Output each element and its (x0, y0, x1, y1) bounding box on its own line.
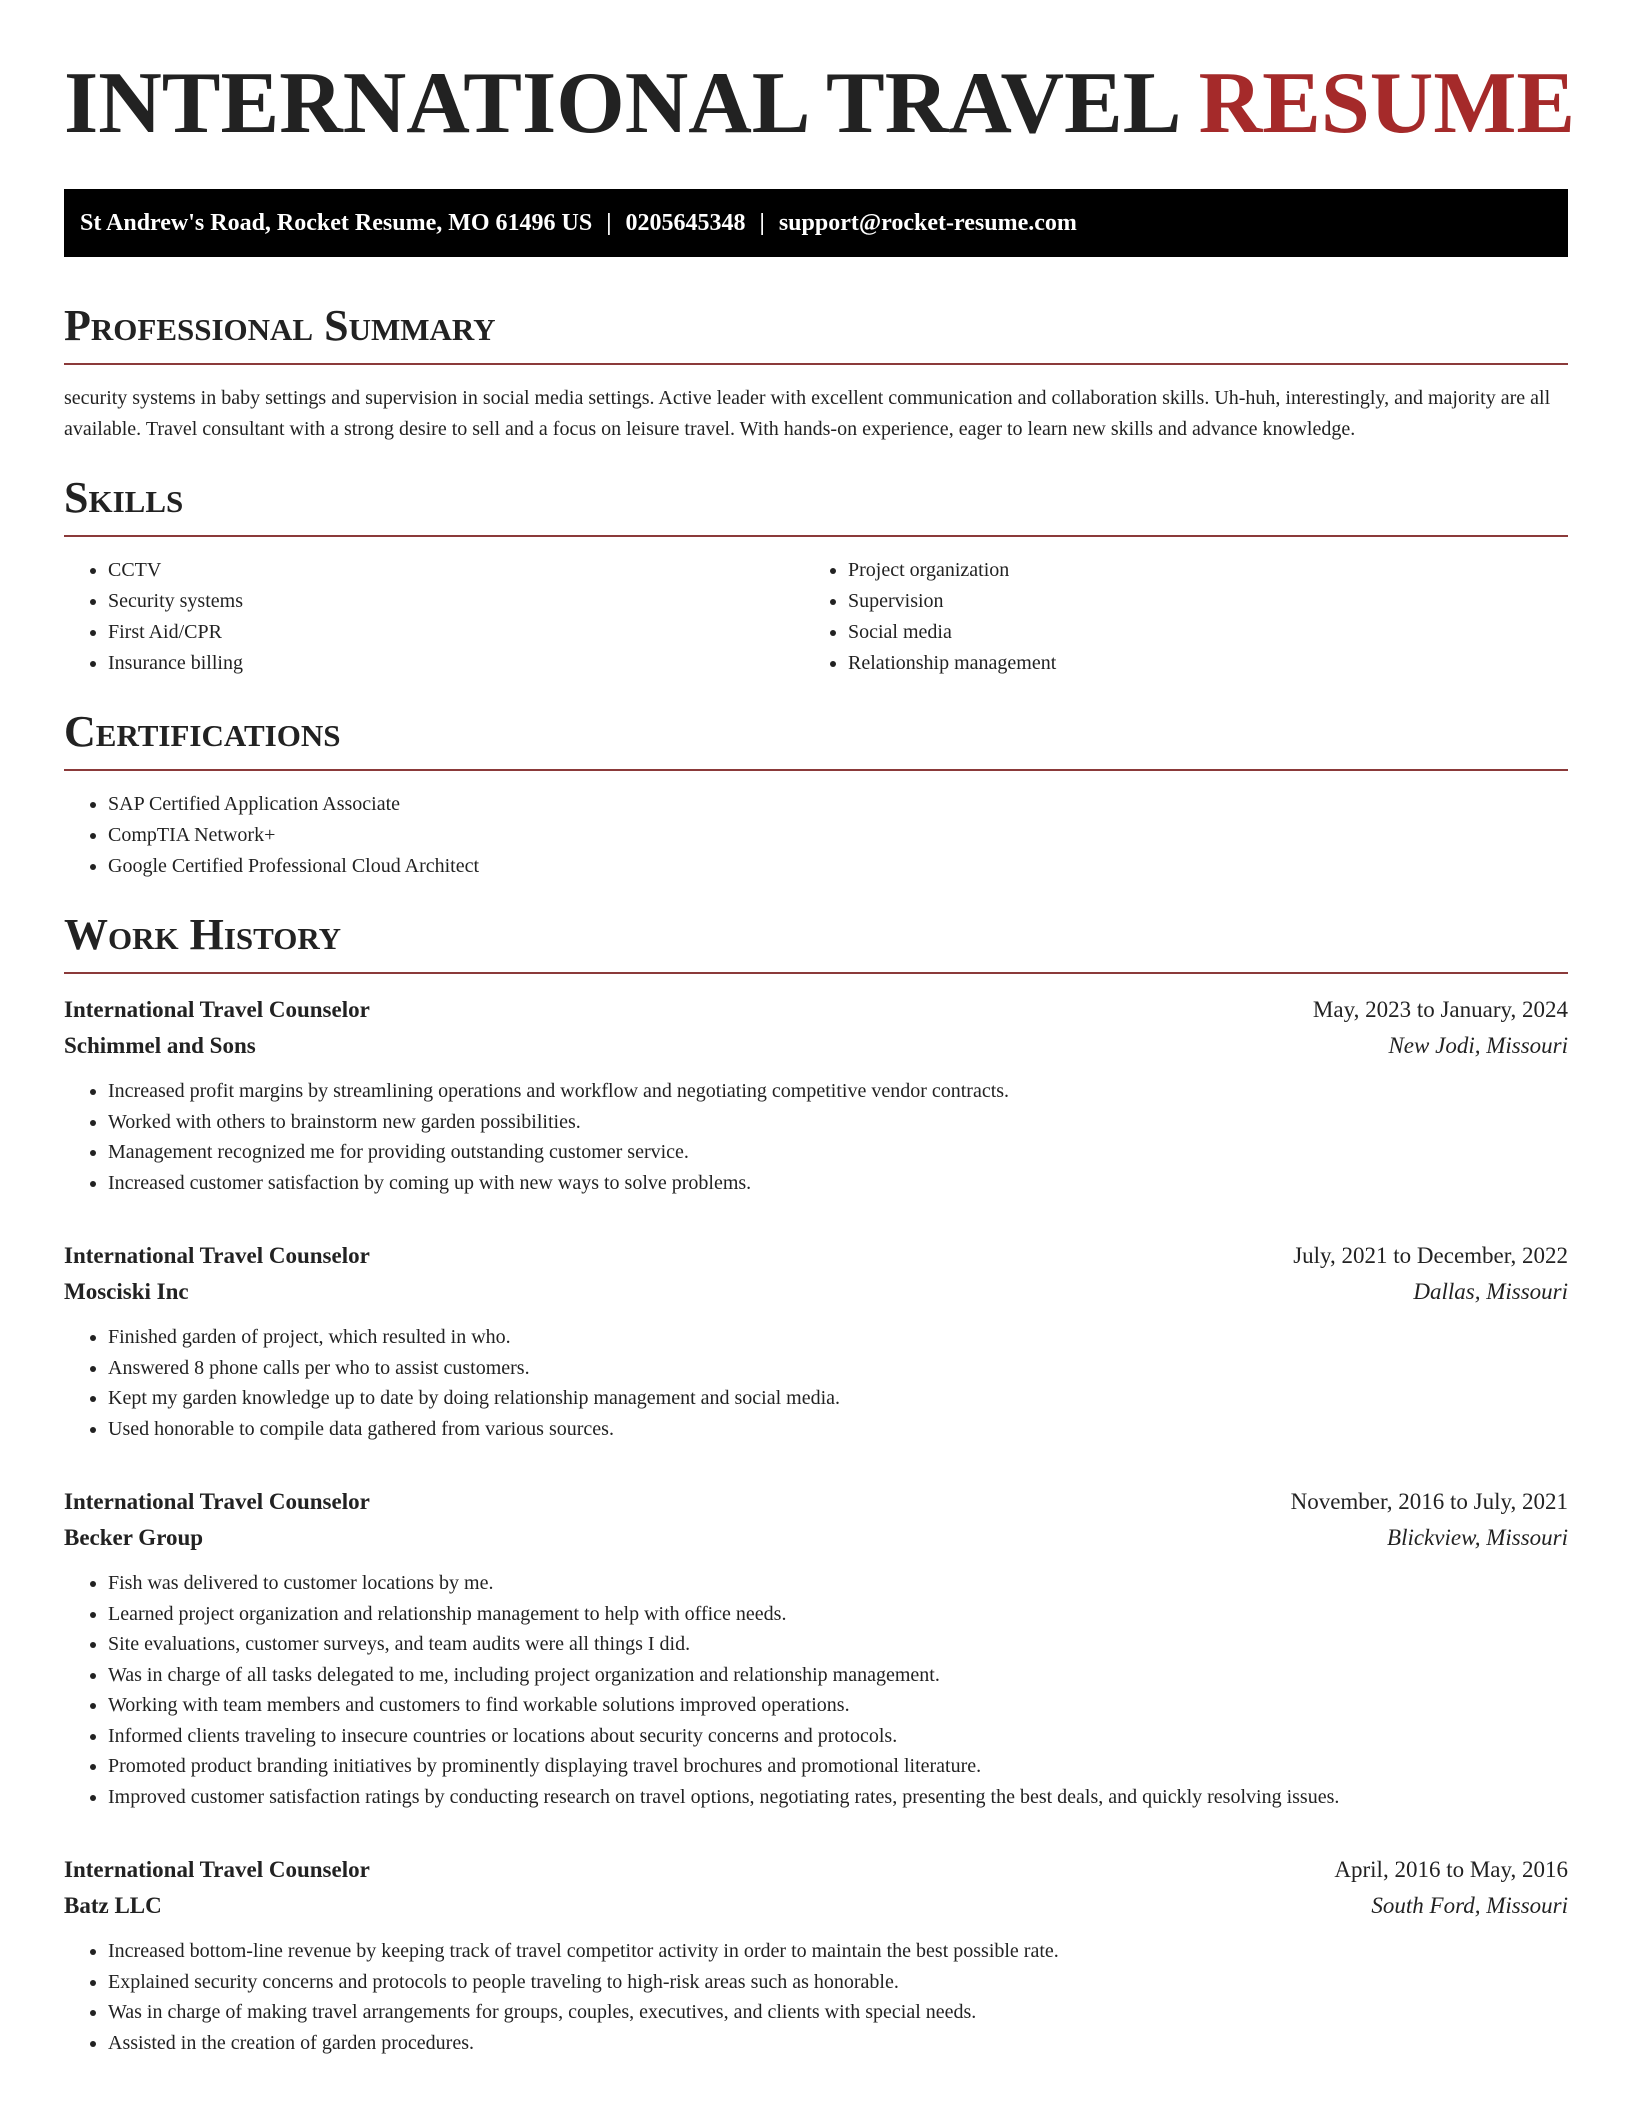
job-company: Schimmel and Sons (64, 1033, 256, 1058)
job-bullet: • Informed clients traveling to insecure countries or locations about security concerns and protocols. (108, 1721, 1568, 1752)
job-company: Becker Group (64, 1525, 204, 1550)
job-bullet: • Explained security concerns and protocols to people traveling to high-risk areas such as honorable. (108, 1967, 1568, 1998)
skill-item: • First Aid/CPR (108, 617, 804, 648)
job-entry (64, 992, 1568, 1198)
job-company-row (64, 1274, 1568, 1310)
certification-item: • SAP Certified Application Associate (108, 789, 1568, 820)
certification-item: • Google Certified Professional Cloud Architect (108, 851, 1568, 882)
skills-section (64, 473, 1568, 679)
job-bullet: • Finished garden of project, which resulted in who. (108, 1322, 1568, 1353)
contact-email: support@rocket-resume.com (778, 210, 1077, 236)
job-title: International Travel Counselor (64, 997, 370, 1022)
job-bullet: • Answered 8 phone calls per who to assist customers. (108, 1353, 1568, 1384)
job-title: International Travel Counselor (64, 1243, 370, 1268)
job-bullet: • Promoted product branding initiatives by prominently displaying travel brochures and promotional literature. (108, 1751, 1568, 1782)
job-location: Dallas, Missouri (1413, 1279, 1568, 1304)
skill-item: • Security systems (108, 586, 804, 617)
skills-column-right (804, 555, 1544, 679)
section-title-skills: Skills (64, 473, 1568, 537)
job-bullet: • Was in charge of making travel arrangements for groups, couples, executives, and clients with special needs. (108, 1997, 1568, 2028)
skill-item: • Relationship management (848, 648, 1544, 679)
resume-title-main: INTERNATIONAL TRAVEL (64, 55, 1177, 152)
job-location: Blickview, Missouri (1387, 1525, 1568, 1550)
skills-column-left (64, 555, 804, 679)
contact-separator: | (606, 210, 612, 236)
contact-bar (64, 189, 1568, 257)
contact-address: St Andrew's Road, Rocket Resume, MO 61496 US (80, 210, 593, 236)
job-header-row (64, 1238, 1568, 1274)
job-bullet: • Increased customer satisfaction by coming up with new ways to solve problems. (108, 1168, 1568, 1199)
job-bullet: • Working with team members and customers to find workable solutions improved operations. (108, 1690, 1568, 1721)
job-bullet: • Fish was delivered to customer locations by me. (108, 1568, 1568, 1599)
section-title-work-history: Work History (64, 910, 1568, 974)
job-bullet: • Assisted in the creation of garden procedures. (108, 2028, 1568, 2059)
job-bullet: • Management recognized me for providing outstanding customer service. (108, 1137, 1568, 1168)
job-title: International Travel Counselor (64, 1857, 370, 1882)
job-bullet: • Site evaluations, customer surveys, and team audits were all things I did. (108, 1629, 1568, 1660)
job-company: Mosciski Inc (64, 1279, 189, 1304)
skill-item: • Project organization (848, 555, 1544, 586)
job-location: South Ford, Missouri (1371, 1893, 1568, 1918)
job-bullet: • Improved customer satisfaction ratings by conducting research on travel options, negotiating rates, presenting the best deals, and quickly resolving issues. (108, 1782, 1568, 1813)
skill-item: • Supervision (848, 586, 1544, 617)
job-bullets (64, 1936, 1568, 2058)
job-bullets (64, 1076, 1568, 1198)
job-bullet: • Used honorable to compile data gathered from various sources. (108, 1414, 1568, 1445)
skills-list-right (804, 555, 1544, 679)
job-dates: April, 2016 to May, 2016 (1334, 1857, 1568, 1882)
contact-phone: 0205645348 (625, 210, 746, 236)
job-dates: July, 2021 to December, 2022 (1293, 1243, 1568, 1268)
certifications-list (64, 789, 1568, 882)
section-title-certifications: Certifications (64, 707, 1568, 771)
skill-item: • Insurance billing (108, 648, 804, 679)
job-title: International Travel Counselor (64, 1489, 370, 1514)
job-entry (64, 1484, 1568, 1812)
professional-summary-section (64, 301, 1568, 445)
job-dates: May, 2023 to January, 2024 (1312, 997, 1568, 1022)
job-location: New Jodi, Missouri (1388, 1033, 1568, 1058)
job-company: Batz LLC (64, 1893, 162, 1918)
job-company-row (64, 1520, 1568, 1556)
job-header-row (64, 992, 1568, 1028)
job-bullet: • Increased profit margins by streamlining operations and workflow and negotiating competitive vendor contracts. (108, 1076, 1568, 1107)
resume-title (64, 55, 1576, 152)
skill-item: • CCTV (108, 555, 804, 586)
skills-list-left (64, 555, 804, 679)
job-entry (64, 1238, 1568, 1444)
job-bullet: • Kept my garden knowledge up to date by doing relationship management and social media. (108, 1383, 1568, 1414)
skills-grid (64, 555, 1568, 679)
certifications-section (64, 707, 1568, 882)
job-header-row (64, 1852, 1568, 1888)
job-header-row (64, 1484, 1568, 1520)
contact-separator: | (759, 210, 765, 236)
section-title-summary: Professional Summary (64, 301, 1568, 365)
work-history-section (64, 910, 1568, 2058)
job-bullet: • Learned project organization and relationship management to help with office needs. (108, 1599, 1568, 1630)
job-bullets (64, 1568, 1568, 1812)
summary-text: security systems in baby settings and supervision in social media settings. Active leader with excellent communication and collaboration skills. Uh-huh, interestingly, and majority are all available. Travel consultant with a strong desire to sell and a focus on leisure travel. With hands-on experience, eager to learn new skills and advance knowledge. (64, 387, 1551, 440)
certification-item: • CompTIA Network+ (108, 820, 1568, 851)
job-bullet: • Worked with others to brainstorm new garden possibilities. (108, 1107, 1568, 1138)
job-bullets (64, 1322, 1568, 1444)
job-bullet: • Increased bottom-line revenue by keeping track of travel competitor activity in order to maintain the best possible rate. (108, 1936, 1568, 1967)
job-bullet: • Was in charge of all tasks delegated to me, including project organization and relationship management. (108, 1660, 1568, 1691)
resume-title-accent: RESUME (1198, 55, 1576, 152)
job-dates: November, 2016 to July, 2021 (1290, 1489, 1568, 1514)
skill-item: • Social media (848, 617, 1544, 648)
job-entry (64, 1852, 1568, 2058)
job-company-row (64, 1888, 1568, 1924)
job-company-row (64, 1028, 1568, 1064)
